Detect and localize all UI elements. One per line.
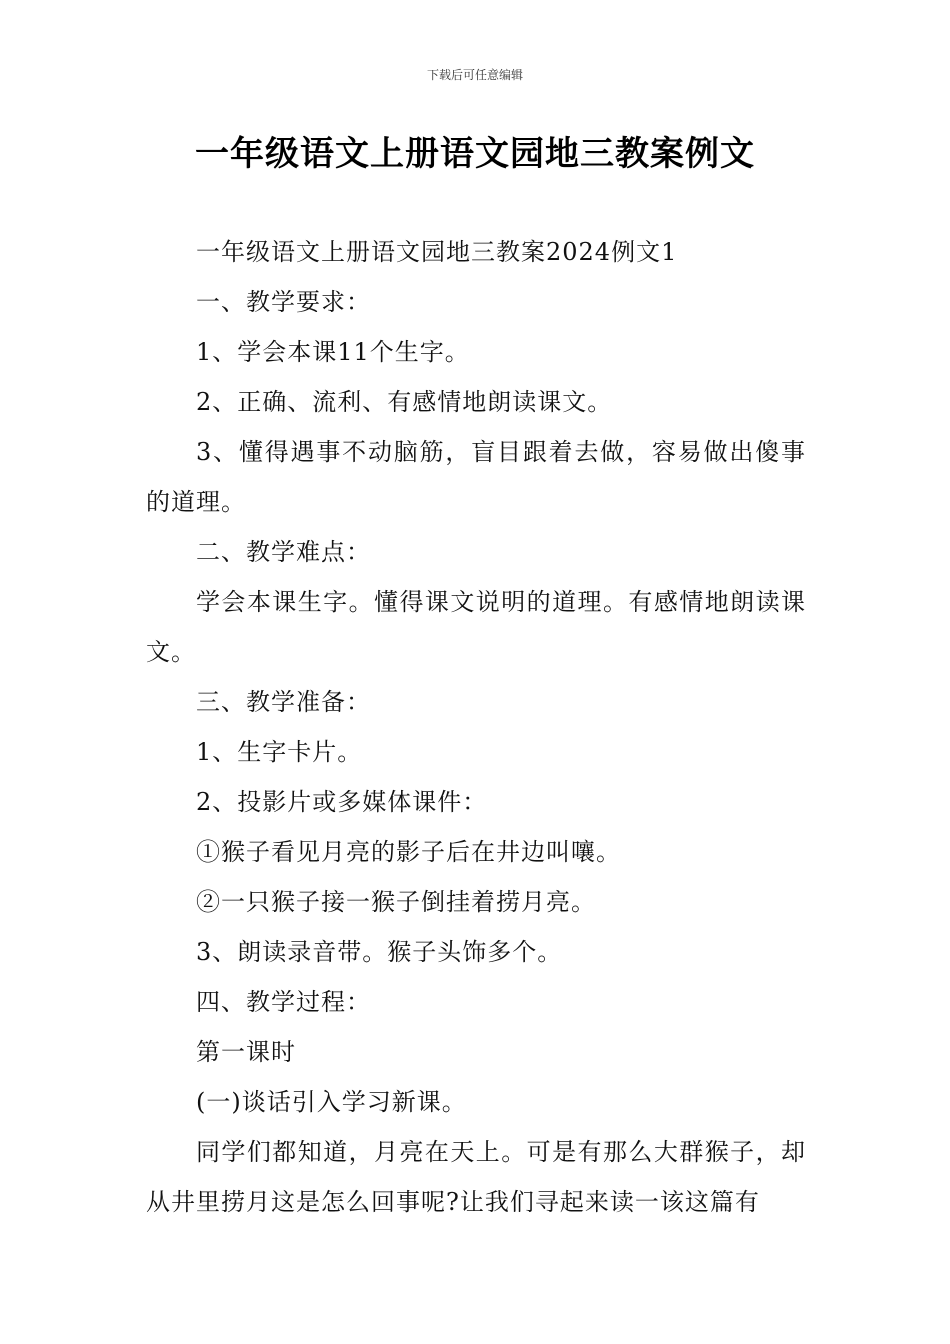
paragraph-prep-2: 2、投影片或多媒体课件： <box>196 788 488 816</box>
paragraph-prep-1: 1、生字卡片。 <box>196 738 363 766</box>
paragraph-step-1: (一)谈话引入学习新课。 <box>196 1088 467 1116</box>
paragraph-section-2-heading: 二、教学难点： <box>196 538 371 566</box>
document-body <box>146 227 806 1227</box>
paragraph-lesson-1: 第一课时 <box>196 1038 296 1066</box>
paragraph-prep-3: 3、朗读录音带。猴子头饰多个。 <box>196 938 563 966</box>
document-title: 一年级语文上册语文园地三教案例文 <box>195 134 755 174</box>
paragraph-requirement-1: 1、学会本课11个生字。 <box>196 338 470 366</box>
paragraph-prep-2-item-2: ②一只猴子接一猴子倒挂着捞月亮。 <box>196 888 596 916</box>
paragraph-requirement-2: 2、正确、流利、有感情地朗读课文。 <box>196 388 613 416</box>
paragraph-prep-2-item-1: ①猴子看见月亮的影子后在井边叫嚷。 <box>196 838 621 866</box>
paragraph-section-3-heading: 三、教学准备： <box>196 688 371 716</box>
paragraph-difficulty: 学会本课生字。懂得课文说明的道理。有感情地朗读课文。 <box>146 588 806 666</box>
paragraph-section-1-heading: 一、教学要求： <box>196 288 371 316</box>
paragraph-subtitle: 一年级语文上册语文园地三教案2024例文1 <box>196 238 678 266</box>
paragraph-requirement-3: 3、懂得遇事不动脑筋，盲目跟着去做，容易做出傻事的道理。 <box>146 438 806 516</box>
header-note: 下载后可任意编辑 <box>426 68 523 82</box>
paragraph-section-4-heading: 四、教学过程： <box>196 988 371 1016</box>
paragraph-intro-talk: 同学们都知道，月亮在天上。可是有那么大群猴子，却从井里捞月这是怎么回事呢?让我们寻起来读一该这篇有 <box>146 1138 806 1216</box>
